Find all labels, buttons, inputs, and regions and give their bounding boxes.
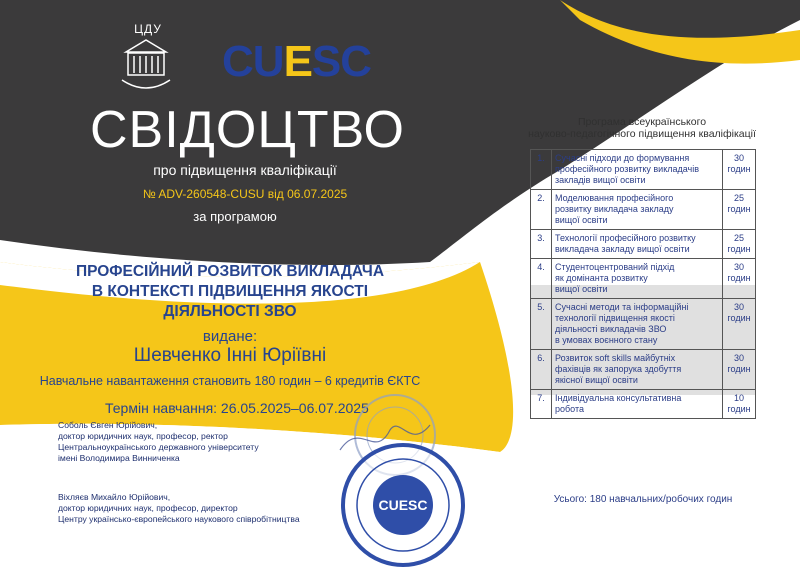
row-topic-line: викладача закладу вищої освіти	[555, 244, 690, 254]
signature-block-director	[58, 492, 300, 525]
row-topic-line: закладів вищої освіти	[555, 175, 646, 185]
row-topic	[552, 350, 723, 390]
row-number: 6.	[531, 350, 552, 390]
program-table-title	[528, 116, 756, 140]
stamp-text: CUESC	[378, 497, 428, 513]
course-title	[60, 262, 400, 322]
row-hours-line: годин	[727, 164, 751, 174]
row-topic-line: Технології професійного розвитку	[555, 233, 696, 243]
cdu-logo	[110, 22, 182, 102]
row-number: 1.	[531, 150, 552, 190]
signature-line: доктор юридичних наук, професор, ректор	[58, 431, 228, 441]
signature-line: доктор юридичних наук, професор, директор	[58, 503, 238, 513]
row-hours-line: годин	[727, 364, 751, 374]
program-row	[531, 350, 756, 390]
program-table-title-line: Програма всеукраїнського	[577, 116, 707, 128]
certificate-title: СВІДОЦТВО	[90, 101, 405, 159]
row-hours	[723, 190, 756, 230]
row-topic-line: як домінанта розвитку	[555, 273, 648, 283]
row-topic-line: розвитку викладача закладу	[555, 204, 674, 214]
row-hours-line: годин	[727, 273, 751, 283]
cdu-logo-text: ЦДУ	[134, 22, 162, 36]
certificate-number: № ADV-260548-CUSU від 06.07.2025	[142, 187, 348, 201]
row-topic-line: Розвиток soft skills майбутніх	[555, 353, 676, 363]
row-hours-line: годин	[727, 244, 751, 254]
row-number: 3.	[531, 230, 552, 259]
row-topic-line: робота	[555, 404, 584, 414]
program-table	[530, 149, 756, 419]
row-hours	[723, 390, 756, 419]
signature-block-rector	[58, 420, 259, 464]
row-topic-line: вищої освіти	[555, 284, 608, 294]
row-hours-line: 25	[733, 233, 744, 243]
program-total: Усього: 180 навчальних/робочих годин	[553, 494, 733, 505]
row-hours-line: 30	[733, 302, 744, 312]
row-topic	[552, 230, 723, 259]
row-hours-line: 30	[733, 262, 744, 272]
signature-line: імені Володимира Винниченка	[58, 453, 180, 463]
signature-line: Соболь Євген Юрійович,	[58, 420, 158, 430]
course-title-line: В КОНТЕКСТІ ПІДВИЩЕННЯ ЯКОСТІ	[91, 283, 369, 300]
row-topic-line: Сучасні методи та інформаційні	[555, 302, 689, 312]
program-table-title-line: науково-педагогічного підвищення кваліфікації	[528, 128, 756, 140]
row-topic-line: фахівців як запорука здобуття	[555, 364, 682, 374]
row-hours-line: 30	[733, 353, 744, 363]
study-load: Навчальне навантаження становить 180 годин – 6 кредитів ЄКТС	[39, 374, 421, 388]
issued-label: видане:	[202, 328, 258, 345]
row-topic-line: якісної вищої освіти	[555, 375, 638, 385]
row-topic	[552, 259, 723, 299]
cuesc-logo: CUESC	[222, 37, 372, 86]
row-topic-line: вищої освіти	[555, 215, 608, 225]
cuesc-stamp	[338, 440, 468, 570]
row-hours	[723, 350, 756, 390]
row-hours	[723, 259, 756, 299]
program-label: за програмою	[193, 209, 277, 224]
program-row	[531, 150, 756, 190]
study-term: Термін навчання: 26.05.2025–06.07.2025	[105, 400, 369, 416]
row-hours-line: 30	[733, 153, 744, 163]
row-topic-line: професійного розвитку викладачів	[555, 164, 700, 174]
row-hours-line: годин	[727, 404, 751, 414]
certificate-subtitle: про підвищення кваліфікації	[153, 162, 337, 178]
program-row	[531, 390, 756, 419]
row-topic	[552, 299, 723, 350]
row-hours	[723, 150, 756, 190]
row-number: 4.	[531, 259, 552, 299]
row-hours-line: годин	[727, 313, 751, 323]
program-row	[531, 230, 756, 259]
signature-line: Віхляєв Михайло Юрійович,	[58, 492, 171, 502]
course-title-line: ДІЯЛЬНОСТІ ЗВО	[163, 303, 297, 320]
row-topic-line: в умовах воєнного стану	[555, 335, 658, 345]
cdu-building-icon	[116, 36, 176, 96]
row-number: 5.	[531, 299, 552, 350]
row-topic	[552, 150, 723, 190]
program-row	[531, 299, 756, 350]
recipient-name: Шевченко Інні Юріївні	[133, 345, 327, 366]
course-title-line: ПРОФЕСІЙНИЙ РОЗВИТОК ВИКЛАДАЧА	[75, 263, 385, 280]
row-topic-line: Моделювання професійного	[555, 193, 674, 203]
row-topic	[552, 390, 723, 419]
row-hours-line: 10	[733, 393, 744, 403]
row-topic-line: Індивідуальна консультативна	[555, 393, 682, 403]
row-topic-line: Сучасні підходи до формування	[555, 153, 690, 163]
signature-line: Центральноукраїнського державного університету	[58, 442, 259, 452]
row-hours	[723, 230, 756, 259]
row-topic-line: Студентоцентрований підхід	[555, 262, 675, 272]
row-hours-line: годин	[727, 204, 751, 214]
row-topic	[552, 190, 723, 230]
row-topic-line: технології підвищення якості	[555, 313, 675, 323]
row-hours-line: 25	[733, 193, 744, 203]
row-number: 2.	[531, 190, 552, 230]
signature-line: Центру українсько-європейського наукового співробітництва	[58, 514, 300, 524]
row-number: 7.	[531, 390, 552, 419]
row-hours	[723, 299, 756, 350]
program-row	[531, 190, 756, 230]
row-topic-line: діяльності викладачів ЗВО	[555, 324, 667, 334]
program-row	[531, 259, 756, 299]
